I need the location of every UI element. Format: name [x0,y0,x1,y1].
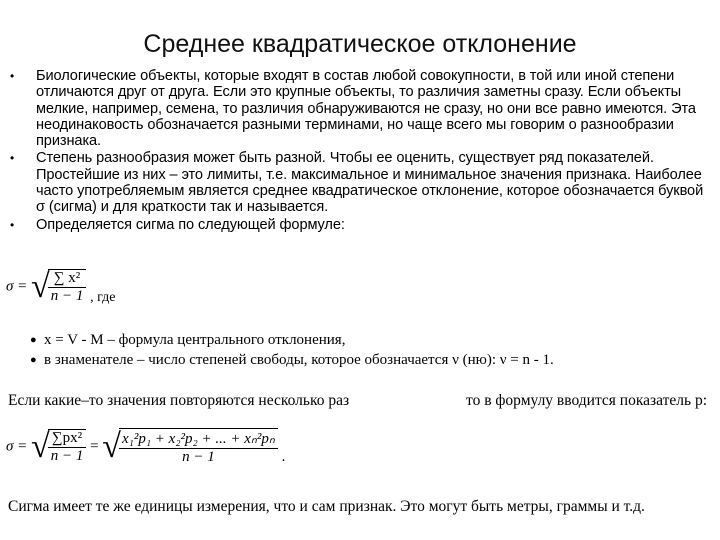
formula-lhs: σ = [6,278,28,295]
formula-numerator: ∑px² [48,430,87,448]
sqrt-icon: √ [31,428,50,465]
bullet-item [10,68,715,149]
formula-equals: = [90,438,99,455]
formula-fraction [48,429,87,465]
formula-denominator: n − 1 [50,448,84,464]
definitions-list [30,330,710,370]
closing-text: Сигма имеет те же единицы измерения, что и сам признак. Это могут быть метры, граммы и т.д. [8,498,645,515]
definition-text: x = V - M – формула центрального отклонения, [44,332,346,348]
definition-item [30,330,710,350]
bullet-text: Степень разнообразия может быть разной. Чтобы ее оценить, существует ряд показателей. Простейшие из них – это лимиты, т.е. максимальное и минимальное значения признака. Наиболее часто употребляемым является среднее квадратическое отклонение, которое обозначается буквой σ (сигма) и для краткости так и называется. [36,150,704,216]
formula-fraction [119,428,278,466]
sqrt-icon: √ [31,268,50,305]
repeat-text-left: Если какие–то значения повторяются несколько раз [8,392,350,409]
bullet-dot-icon: ● [30,334,37,346]
bullet-text: Биологические объекты, которые входят в состав любой совокупности, в той или иной степени отличаются друг от друга. Если это крупные объекты, то различия заметны сразу. Если объекты мелкие, например, семена, то различия обнаруживаются не сразу, но они все равно имеются. Эта неодинаковость обозначается разными терминами, но чаще всего мы говорим о разнообразии признака. [36,68,696,150]
bullet-text: Определяется сигма по следующей формуле: [36,216,345,233]
sigma-formula [6,268,115,306]
definition-item [30,350,710,370]
formula-numerator: ∑ x² [48,270,87,288]
repeat-text-right: то в формулу вводится показатель p: [466,392,708,409]
formula-denominator: n − 1 [50,288,84,304]
formula-denominator: n − 1 [182,449,215,465]
definition-text: в знаменателе – число степеней свободы, которое обозначается ν (ню): ν = n - 1. [44,352,554,368]
bullet-dot-icon: • [10,151,15,166]
formula-numerator: x₁²p₁ + x₂²p₂ + ... + xₙ²pₙ [119,429,278,449]
sqrt-icon: √ [102,428,121,465]
bullet-dot-icon: ● [30,354,37,366]
formula-fraction [48,269,87,305]
bullet-dot-icon: • [10,69,15,83]
formula-suffix: , где [90,290,116,305]
bullet-dot-icon: • [10,217,15,232]
formula-lhs: σ = [6,438,28,455]
weighted-sigma-formula [6,428,285,466]
bullet-item [10,150,715,215]
slide-title: Среднее квадратическое отклонение [143,30,577,58]
formula-end: . [281,449,286,465]
bullet-item [10,217,715,233]
bullet-list [10,68,715,234]
